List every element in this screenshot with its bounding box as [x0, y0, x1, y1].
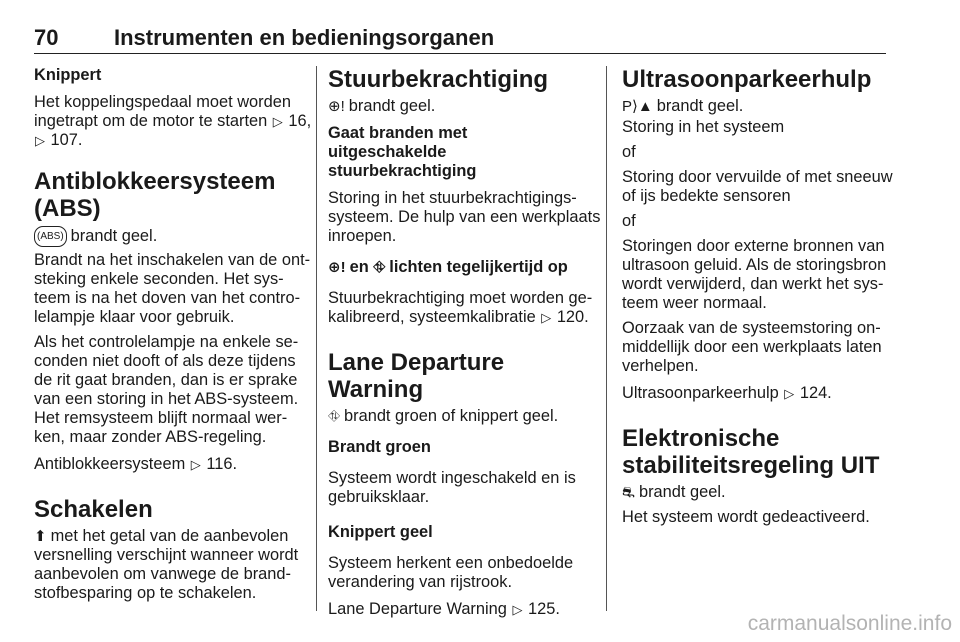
esc-off-icon: ⛐ — [622, 484, 635, 501]
paragraph-lane-2: Systeem herkent een onbedoelde verandering van rijstrook. — [328, 554, 574, 591]
heading-esc: Elektronische stabiliteitsregeling UIT — [622, 425, 880, 479]
lane-status: ⛗ brandt groen of knippert geel. — [328, 407, 559, 425]
lane-departure-icon: ⛗ — [328, 408, 341, 425]
paragraph-schakelen: ⬆ met het getal van de aanbevolen versnelling verschijnt wanneer wordt aanbevolen om vanwege de brand- stofbesparing op te schakelen. — [34, 527, 299, 602]
column-divider — [606, 66, 607, 611]
ultra-status: P⟩▲ brandt geel. — [622, 97, 744, 115]
column-middle — [328, 66, 601, 619]
paragraph-esc: Het systeem wordt gedeactiveerd. — [622, 508, 870, 526]
paragraph-knippert: Het koppelingspedaal moet worden ingetrapt om de motor te starten ▷ 16, ▷ 107. — [34, 93, 312, 149]
page-ref-link[interactable]: 16, — [283, 112, 312, 130]
column-divider — [316, 66, 317, 611]
column-left — [34, 66, 312, 603]
page-ref-icon: ▷ — [190, 457, 201, 472]
page-ref-link[interactable]: 116. — [201, 455, 238, 473]
paragraph-stuur-1: Storing in het stuurbekrachtigings- systeem. De hulp van een werkplaats inroepen. — [328, 189, 601, 245]
page-ref-link[interactable]: 125. — [523, 600, 560, 618]
paragraph-abs-2: Als het controlelampje na enkele se- conden niet dooft of als deze tijdens de rit gaat branden, dan is er sprake van een storing in het ABS-systeem. Het remsysteem blijft normaal wer- ken, maar zonder ABS-regeling. — [34, 333, 299, 446]
page-header — [34, 22, 886, 54]
chapter-title: Instrumenten en bedieningsorganen — [114, 25, 495, 50]
page-ref-icon: ▷ — [541, 310, 552, 325]
lane-reference: Lane Departure Warning ▷ 125. — [328, 600, 560, 618]
steering-wheel-warning-icon: ⊕! — [328, 98, 345, 115]
heading-abs: Antiblokkeersysteem (ABS) — [34, 168, 276, 222]
page-ref-icon: ▷ — [272, 114, 283, 129]
abs-status: (ABS) brandt geel. — [34, 226, 306, 247]
upshift-arrow-icon: ⬆ — [34, 528, 47, 545]
heading-schakelen: Schakelen — [34, 496, 153, 523]
esc-status: ⛐ brandt geel. — [622, 483, 726, 501]
page-ref-link[interactable]: 107. — [46, 131, 83, 149]
watermark: carmanualsonline.info — [747, 612, 952, 635]
column-right — [622, 66, 893, 527]
page-ref-icon: ▷ — [784, 386, 795, 401]
parking-assist-icon: P⟩▲ — [622, 98, 653, 115]
lane-departure-icon: ⛗ — [373, 259, 386, 276]
heading-ultrasoonparkeerhulp: Ultrasoonparkeerhulp — [622, 66, 872, 93]
subheading-brandt-groen: Brandt groen — [328, 438, 431, 456]
abs-warning-icon: (ABS) — [34, 226, 67, 247]
steering-wheel-warning-icon: ⊕! — [328, 259, 346, 276]
page-ref-link[interactable]: 124. — [795, 384, 832, 402]
paragraph-lane-1: Systeem wordt ingeschakeld en is gebruiksklaar. — [328, 469, 576, 506]
heading-stuurbekrachtiging: Stuurbekrachtiging — [328, 66, 549, 93]
paragraph-ultra: Storing in het systeem of Storing door vervuilde of met sneeuw of ijs bedekte sensoren of Storingen door externe bronnen van ultrasoon geluid. Als de storingsbron wordt verwijderd, dan werkt het sys- teem weer normaal. Oorzaak van de systeemstoring on- middellijk door een werkplaats laten verhelpen. — [622, 118, 893, 375]
paragraph-stuur-2: Stuurbekrachtiging moet worden ge- kalibreerd, systeemkalibratie ▷ 120. — [328, 289, 593, 326]
abs-reference: Antiblokkeersysteem ▷ 116. — [34, 455, 238, 473]
ultra-reference: Ultrasoonparkeerhulp ▷ 124. — [622, 384, 832, 402]
header-rule — [34, 53, 886, 54]
page-number: 70 — [34, 25, 59, 50]
page-ref-link[interactable]: 120. — [552, 308, 589, 326]
page-ref-icon: ▷ — [35, 133, 45, 148]
paragraph-abs-1: Brandt na het inschakelen van de ont- steking enkele seconden. Het sys- teem is na het doven van het contro- lelampje klaar voor gebruik. — [34, 251, 311, 326]
page-ref-icon: ▷ — [512, 602, 523, 617]
stuur-status: ⊕! brandt geel. — [328, 97, 436, 115]
heading-lane-departure: Lane Departure Warning — [328, 349, 505, 403]
subheading-lichten-tegelijk: ⊕! en ⛗ lichten tegelijkertijd op — [328, 258, 568, 276]
heading-knippert: Knippert — [34, 66, 102, 84]
subheading-knippert-geel: Knippert geel — [328, 523, 433, 541]
subheading-gaat-branden: Gaat branden met uitgeschakelde stuurbekrachtiging — [328, 124, 477, 180]
